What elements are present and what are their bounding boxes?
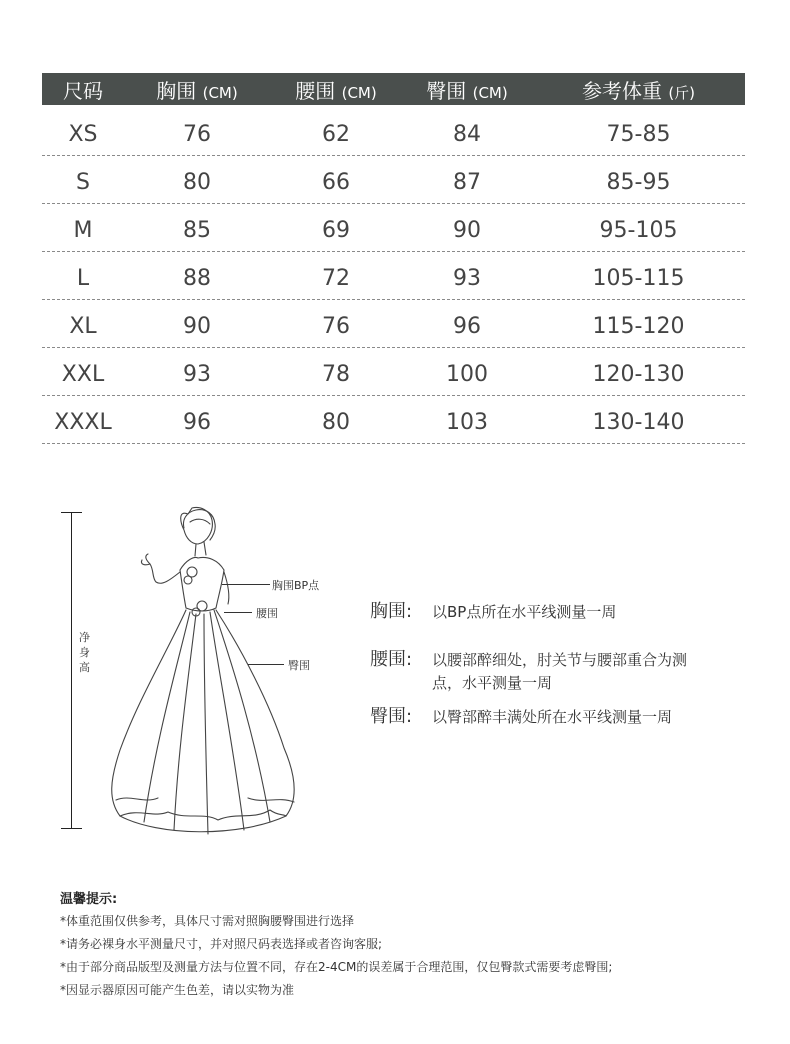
height-label: 净身高 [79,631,90,674]
waist-desc-line: 以腰部醉细处，肘关节与腰部重合为测 [432,651,688,669]
waist-callout-label: 腰围 [256,607,278,620]
cell-size: XXXL [54,410,112,435]
cell-hip: 84 [453,122,481,147]
table-row [42,396,745,444]
table-row [42,156,745,204]
table-row [42,108,745,156]
dress-sketch-illustration [58,500,318,845]
hip-label: 臀围: [370,706,413,727]
cell-hip: 100 [446,362,488,387]
waist-label: 腰围: [370,649,413,670]
header-waist: 腰围 (CM) [295,78,377,103]
table-header [42,73,745,105]
header-weight: 参考体重 (斤) [581,78,696,103]
waist-callout-line [224,612,252,613]
cell-waist: 78 [322,362,350,387]
cell-waist: 62 [322,122,350,147]
cell-waist: 66 [322,170,350,195]
cell-waist: 76 [322,314,350,339]
cell-size: XL [69,314,97,339]
cell-size: L [76,266,90,291]
cell-weight: 95-105 [599,218,678,243]
measurement-diagram [58,500,318,845]
cell-hip: 87 [453,170,481,195]
cell-size: M [73,218,93,243]
cell-hip: 93 [453,266,481,291]
size-table [42,73,745,444]
waist-desc-line: 点，水平测量一周 [432,674,553,692]
cell-weight: 85-95 [606,170,671,195]
bust-callout-label: 胸围BP点 [272,579,320,592]
table-row [42,300,745,348]
tips-line: *由于部分商品版型及测量方法与位置不同，存在2-4CM的误差属于合理范围，仅包臀款式需要考虑臀围; [60,960,613,974]
table-row [42,252,745,300]
cell-weight: 130-140 [592,410,685,435]
bust-label: 胸围: [370,601,413,622]
cell-bust: 85 [183,218,211,243]
hip-instruction [370,705,750,731]
cell-hip: 90 [453,218,481,243]
cell-size: XXL [61,362,105,387]
cell-bust: 80 [183,170,211,195]
cell-bust: 88 [183,266,211,291]
cell-waist: 72 [322,266,350,291]
cell-waist: 69 [322,218,350,243]
waist-instruction [370,648,750,696]
bust-callout-line [222,584,270,585]
cell-weight: 75-85 [606,122,671,147]
bust-desc-line: 以BP点所在水平线测量一周 [432,603,617,621]
cell-bust: 93 [183,362,211,387]
tips-line: *请务必裸身水平测量尺寸，并对照尺码表选择或者咨询客服; [60,937,383,951]
cell-weight: 115-120 [592,314,685,339]
tips-section [60,888,760,1002]
bust-instruction [370,600,750,626]
cell-size: XS [68,122,98,147]
cell-hip: 96 [453,314,481,339]
cell-bust: 96 [183,410,211,435]
header-size: 尺码 [63,78,103,103]
table-row [42,348,745,396]
tips-line: *因显示器原因可能产生色差，请以实物为准 [60,983,295,997]
cell-weight: 120-130 [592,362,685,387]
header-bust: 胸围 (CM) [156,78,238,103]
hip-desc-line: 以臀部醉丰满处所在水平线测量一周 [432,708,673,726]
cell-weight: 105-115 [592,266,685,291]
hip-callout-line [248,664,284,665]
header-hip: 臀围 (CM) [426,78,508,103]
table-row [42,204,745,252]
cell-waist: 80 [322,410,350,435]
tips-title: 温馨提示: [60,892,118,907]
cell-size: S [76,170,90,195]
cell-bust: 90 [183,314,211,339]
cell-hip: 103 [446,410,488,435]
hip-callout-label: 臀围 [288,659,310,672]
cell-bust: 76 [183,122,211,147]
tips-line: *体重范围仅供参考，具体尺寸需对照胸腰臀围进行选择 [60,914,355,928]
